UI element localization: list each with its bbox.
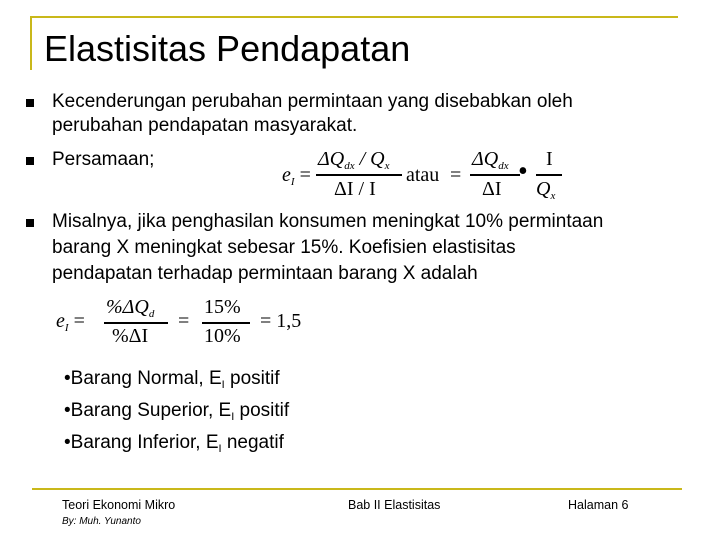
eq2-result: = 1,5	[260, 310, 302, 332]
slide-title: Elastisitas Pendapatan	[44, 28, 411, 69]
list-item-normal-good: •Barang Normal, $E_I$ positif	[64, 368, 280, 391]
title-frame-left-rule	[30, 16, 32, 70]
footer-course-name: Teori Ekonomi Mikro	[62, 498, 176, 512]
eq1-frac1-bar	[316, 174, 402, 176]
list-item-inferior-good: •Barang Inferior, $E_I$ negatif	[64, 432, 284, 455]
eq1-frac2-denominator: ΔI	[482, 178, 502, 200]
bullet-3-line-3: pendapatan terhadap permintaan barang X adalah	[52, 263, 478, 284]
eq1-dot: •	[518, 156, 528, 187]
eq2-lhs: $e_I$ =	[56, 310, 85, 334]
eq1-lhs	[282, 164, 311, 188]
eq1-frac2-numerator: $\Delta Q_{dx}$	[472, 148, 509, 172]
bullet-square-2	[26, 157, 34, 165]
footer-rule	[32, 488, 682, 490]
eq2-frac1-bar	[104, 322, 168, 324]
footer-page-number: Halaman 6	[568, 498, 629, 512]
eq1-lhs-sub: I	[290, 176, 295, 188]
eq1-frac1-denominator: ΔI / I	[334, 178, 376, 200]
eq1-equals-2: =	[450, 164, 462, 186]
title-frame-top-rule	[30, 16, 678, 18]
eq2-frac2-bar	[202, 322, 250, 324]
eq1-lhs-var: e	[282, 164, 291, 186]
eq2-frac2-denominator: 10%	[204, 325, 241, 347]
eq2-frac1-denominator: %ΔI	[112, 325, 149, 347]
eq1-frac1-numerator: $\Delta Q_{dx} / Q_x$	[318, 148, 390, 172]
eq1-connector: atau	[406, 164, 440, 186]
list-item-superior-good: •Barang Superior, $E_I$ positif	[64, 400, 290, 423]
eq1-frac3-bar	[536, 174, 562, 176]
bullet-3-line-1: Misalnya, jika penghasilan konsumen meningkat 10% permintaan	[52, 211, 604, 232]
bullet-1-line-2: perubahan pendapatan masyarakat.	[52, 115, 358, 136]
bullet-square-3	[26, 219, 34, 227]
bullet-square-1	[26, 99, 34, 107]
eq2-frac2-numerator: 15%	[204, 296, 241, 318]
footer-author: By: Muh. Yunanto	[62, 516, 141, 527]
eq1-frac3-numerator: I	[546, 148, 553, 170]
bullet-2-line-1: Persamaan;	[52, 149, 155, 170]
eq1-frac2-bar	[470, 174, 520, 176]
eq2-frac1-numerator: $\%\Delta Q_d$	[106, 296, 155, 320]
elasticity-type-list	[64, 366, 289, 462]
eq2-equals-2: =	[178, 310, 190, 332]
eq1-frac3-denominator: $Q_x$	[536, 178, 556, 202]
footer-chapter: Bab II Elastisitas	[348, 498, 441, 512]
eq1-equals: =	[299, 164, 311, 186]
bullet-1-line-1: Kecenderungan perubahan permintaan yang disebabkan oleh	[52, 91, 573, 112]
bullet-3-line-2: barang X meningkat sebesar 15%. Koefisien elastisitas	[52, 237, 516, 258]
